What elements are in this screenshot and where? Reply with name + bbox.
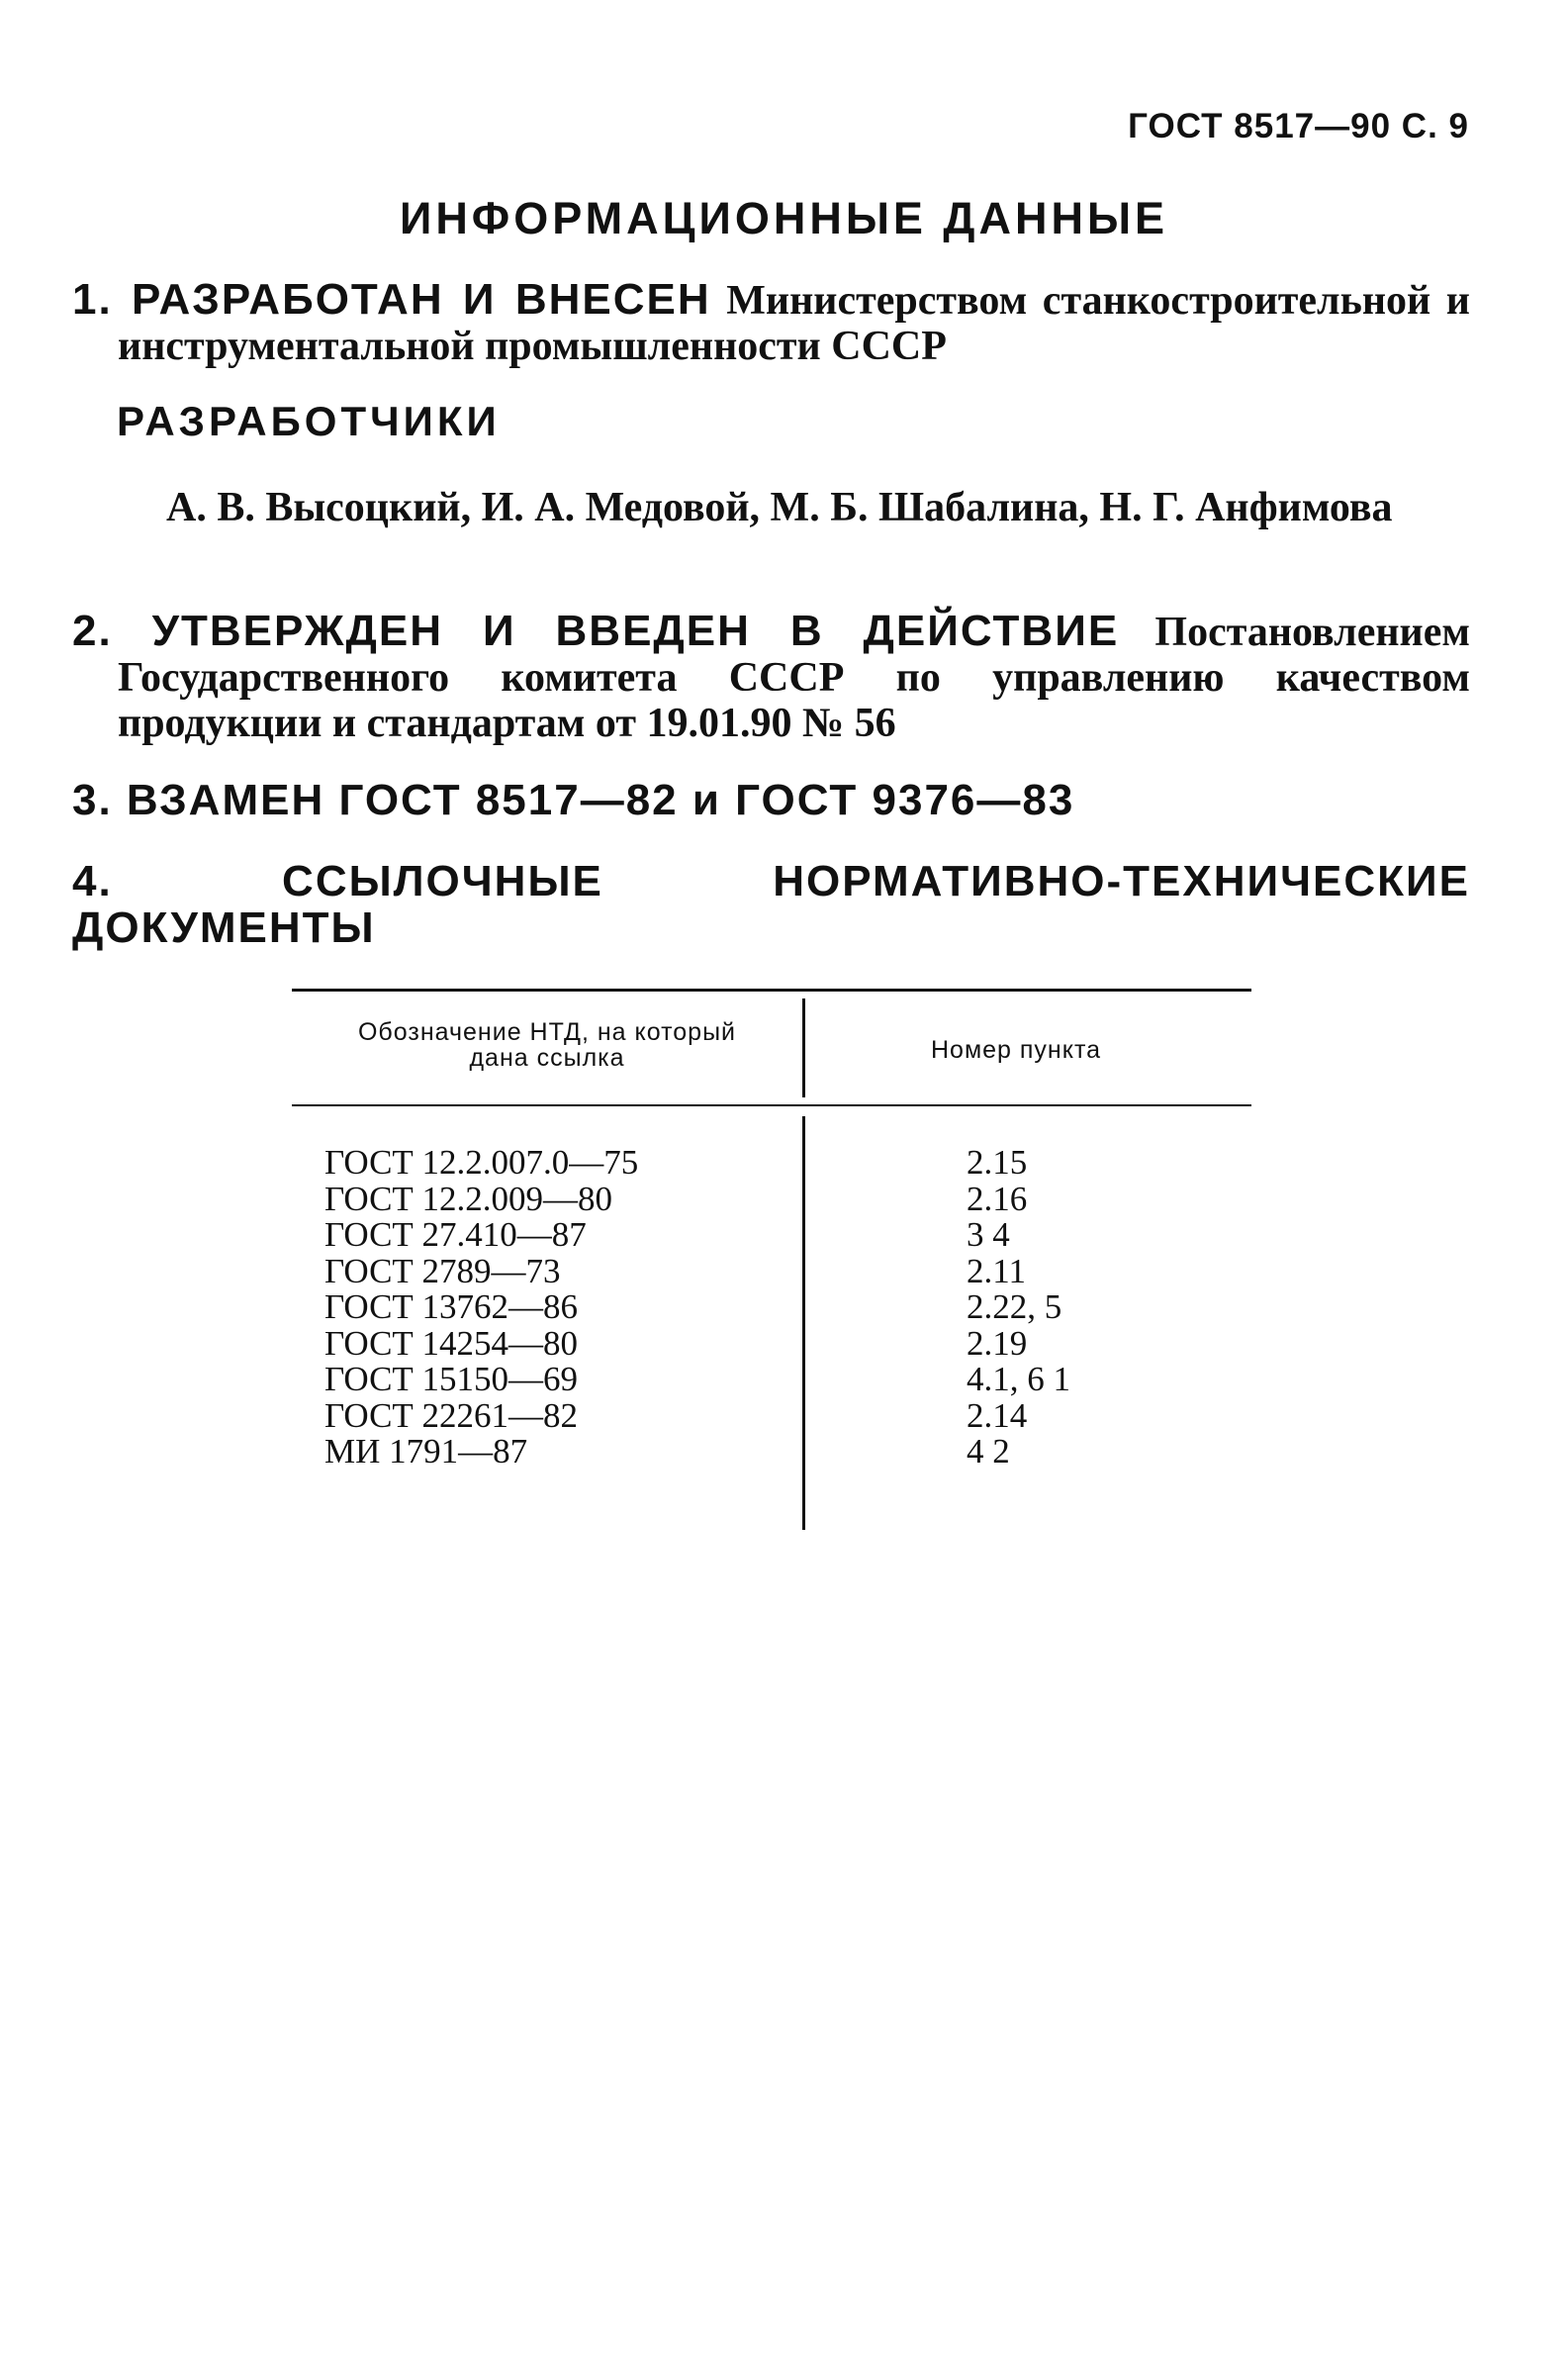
developers-list: А. В. Высоцкий, И. А. Медовой, М. Б. Шабалина, Н. Г. Анфимова bbox=[166, 485, 1393, 530]
section-4 bbox=[72, 859, 1470, 952]
section-2-text: Постановлением Государственного комитета СССР по управлению качеством продукции и стандартам от 19.01.90 № 56 bbox=[118, 610, 1470, 746]
page-header: ГОСТ 8517—90 С. 9 bbox=[1128, 107, 1469, 145]
section-1-text: Министерством станкостроительной и инструментальной промышленности СССР bbox=[118, 278, 1471, 369]
table-row: ГОСТ 13762—86 bbox=[324, 1287, 579, 1326]
section-3 bbox=[72, 778, 1470, 824]
column-header-document: Обозначение НТД, на который дана ссылка bbox=[357, 1018, 737, 1072]
section-4-lead: 4. ССЫЛОЧНЫЕ НОРМАТИВНО-ТЕХНИЧЕСКИЕ ДОКУМЕНТЫ bbox=[72, 857, 1470, 952]
developers-label: РАЗРАБОТЧИКИ bbox=[117, 398, 501, 444]
table-top-rule bbox=[292, 989, 1251, 992]
table-row: ГОСТ 14254—80 bbox=[324, 1323, 579, 1363]
table-cell-item: 2.19 bbox=[967, 1323, 1028, 1363]
section-2 bbox=[72, 609, 1470, 746]
section-3-lead: 3. ВЗАМЕН ГОСТ 8517—82 и ГОСТ 9376—83 bbox=[72, 776, 1075, 824]
table-row: ГОСТ 15150—69 bbox=[324, 1360, 579, 1398]
table-cell-item: 4 2 bbox=[967, 1432, 1010, 1471]
table-row: МИ 1791—87 bbox=[324, 1432, 528, 1471]
table-row: ГОСТ 27.410—87 bbox=[324, 1215, 587, 1254]
table-header-rule bbox=[292, 1104, 1251, 1106]
table-column-items bbox=[967, 1145, 1070, 1471]
table-row: ГОСТ 12.2.009—80 bbox=[324, 1179, 613, 1218]
table-cell-item: 2.14 bbox=[967, 1395, 1028, 1435]
table-cell-item: 4.1, 6 1 bbox=[967, 1360, 1070, 1398]
page-title: ИНФОРМАЦИОННЫЕ ДАННЫЕ bbox=[399, 193, 1169, 243]
table-cell-item: 2.16 bbox=[967, 1179, 1028, 1218]
table-row: ГОСТ 12.2.007.0—75 bbox=[324, 1143, 639, 1182]
table-body-divider bbox=[802, 1116, 805, 1530]
column-header-item: Номер пункта bbox=[931, 1036, 1102, 1064]
section-2-lead: 2. УТВЕРЖДЕН И ВВЕДЕН В ДЕЙСТВИЕ bbox=[72, 607, 1120, 655]
table-cell-item: 2.11 bbox=[967, 1251, 1026, 1290]
table-cell-item: 3 4 bbox=[967, 1215, 1010, 1254]
table-cell-item: 2.15 bbox=[967, 1143, 1028, 1182]
section-1 bbox=[72, 277, 1470, 369]
table-cell-item: 2.22, 5 bbox=[967, 1287, 1062, 1326]
section-1-lead: 1. РАЗРАБОТАН И ВНЕСЕН bbox=[72, 275, 711, 324]
table-row: ГОСТ 2789—73 bbox=[324, 1251, 561, 1290]
table-row: ГОСТ 22261—82 bbox=[324, 1395, 579, 1435]
table-column-documents bbox=[324, 1145, 638, 1471]
